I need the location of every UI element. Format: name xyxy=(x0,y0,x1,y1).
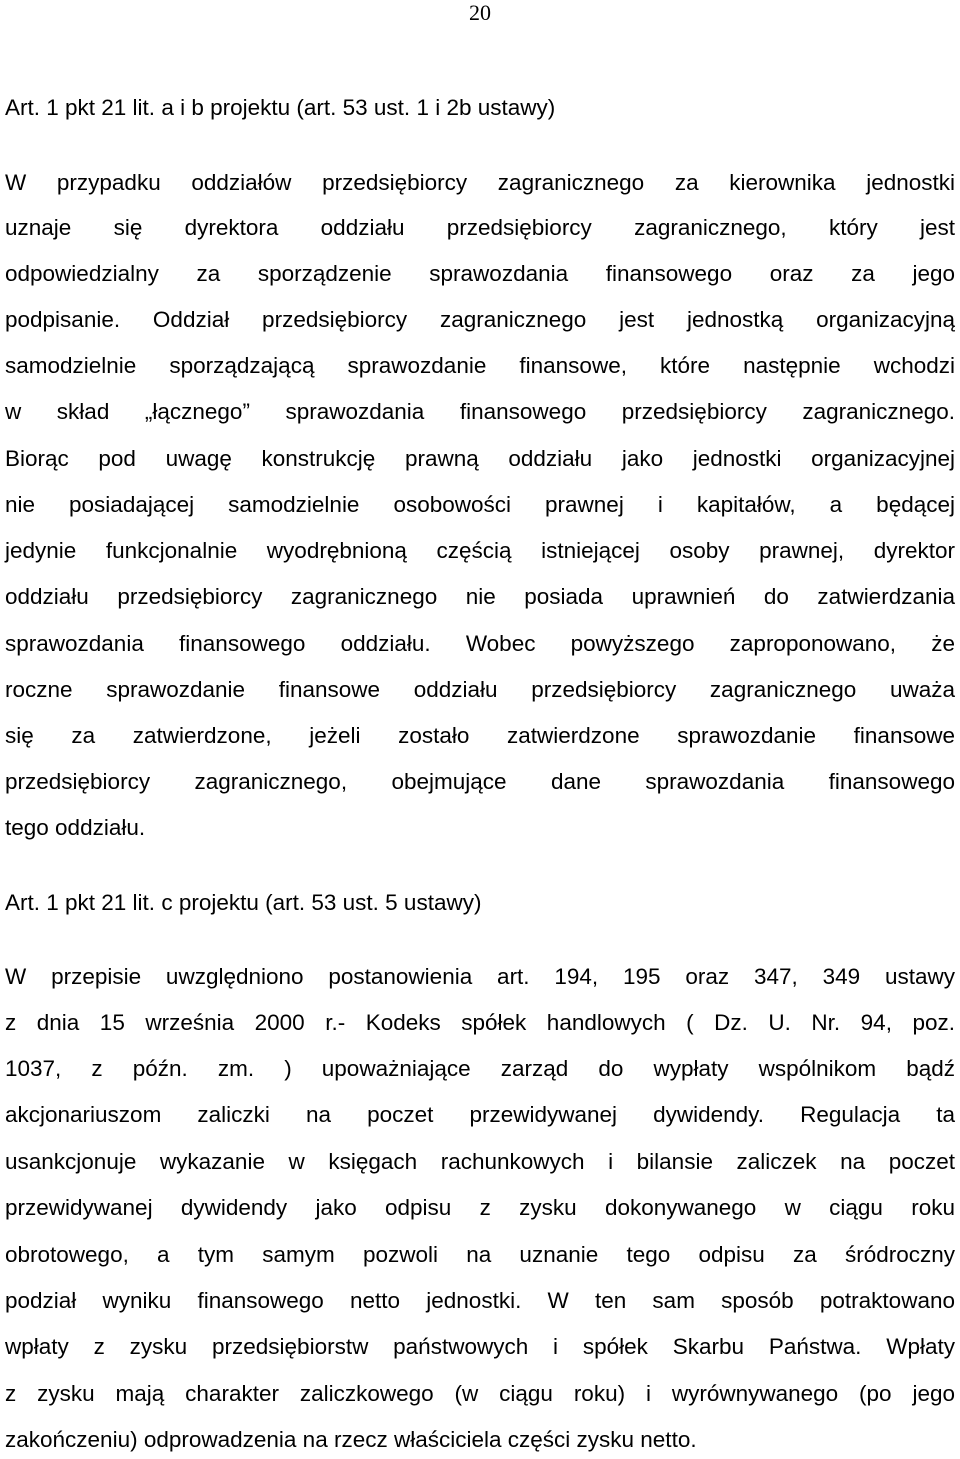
text-line: 1037, z późn. zm. ) upoważniające zarząd do wypłaty wspólnikom bądź xyxy=(5,1056,955,1081)
text-line: jedynie funkcjonalnie wyodrębnioną częścią istniejącej osoby prawnej, dyrektor xyxy=(5,538,955,563)
text-line: usankcjonuje wykazanie w księgach rachunkowych i bilansie zaliczek na poczet xyxy=(5,1149,955,1174)
text-line: przedsiębiorcy zagranicznego, obejmujące dane sprawozdania finansowego xyxy=(5,769,955,794)
text-line: samodzielnie sporządzającą sprawozdanie finansowe, które następnie wchodzi xyxy=(5,353,955,378)
text-line: sprawozdania finansowego oddziału. Wobec powyższego zaproponowano, że xyxy=(5,631,955,656)
text-line: nie posiadającej samodzielnie osobowości prawnej i kapitałów, a będącej xyxy=(5,492,955,517)
page-number: 20 xyxy=(469,0,491,25)
text-line: uznaje się dyrektora oddziału przedsiębiorcy zagranicznego, który jest xyxy=(5,215,955,240)
text-line: oddziału przedsiębiorcy zagranicznego nie posiada uprawnień do zatwierdzania xyxy=(5,584,955,609)
text-line: wpłaty z zysku przedsiębiorstw państwowych i spółek Skarbu Państwa. Wpłaty xyxy=(5,1334,955,1359)
text-line: z dnia 15 września 2000 r.- Kodeks spółek handlowych ( Dz. U. Nr. 94, poz. xyxy=(5,1010,955,1035)
text-line: zakończeniu) odprowadzenia na rzecz właściciela części zysku netto. xyxy=(5,1427,697,1452)
text-line: się za zatwierdzone, jeżeli zostało zatwierdzone sprawozdanie finansowe xyxy=(5,723,955,748)
text-line: odpowiedzialny za sporządzenie sprawozdania finansowego oraz za jego xyxy=(5,261,955,286)
text-line: roczne sprawozdanie finansowe oddziału przedsiębiorcy zagranicznego uważa xyxy=(5,677,955,702)
text-line: W przypadku oddziałów przedsiębiorcy zagranicznego za kierownika jednostki xyxy=(5,170,955,195)
text-line: przewidywanej dywidendy jako odpisu z zysku dokonywanego w ciągu roku xyxy=(5,1195,955,1220)
text-line: obrotowego, a tym samym pozwoli na uznanie tego odpisu za śródroczny xyxy=(5,1242,955,1267)
text-line: z zysku mają charakter zaliczkowego (w ciągu roku) i wyrównywanego (po jego xyxy=(5,1381,955,1406)
text-line: tego oddziału. xyxy=(5,815,146,840)
text-line: W przepisie uwzględniono postanowienia art. 194, 195 oraz 347, 349 ustawy xyxy=(5,964,955,989)
section-heading: Art. 1 pkt 21 lit. a i b projektu (art. 53 ust. 1 i 2b ustawy) xyxy=(5,95,556,120)
text-line: podpisanie. Oddział przedsiębiorcy zagranicznego jest jednostką organizacyjną xyxy=(5,307,955,332)
text-line: Biorąc pod uwagę konstrukcję prawną oddziału jako jednostki organizacyjnej xyxy=(5,446,955,471)
text-line: w skład „łącznego” sprawozdania finansowego przedsiębiorcy zagranicznego. xyxy=(5,399,955,424)
text-line: podział wyniku finansowego netto jednostki. W ten sam sposób potraktowano xyxy=(5,1288,955,1313)
text-line: akcjonariuszom zaliczki na poczet przewidywanej dywidendy. Regulacja ta xyxy=(5,1102,955,1127)
section-heading: Art. 1 pkt 21 lit. c projektu (art. 53 ust. 5 ustawy) xyxy=(5,890,482,915)
